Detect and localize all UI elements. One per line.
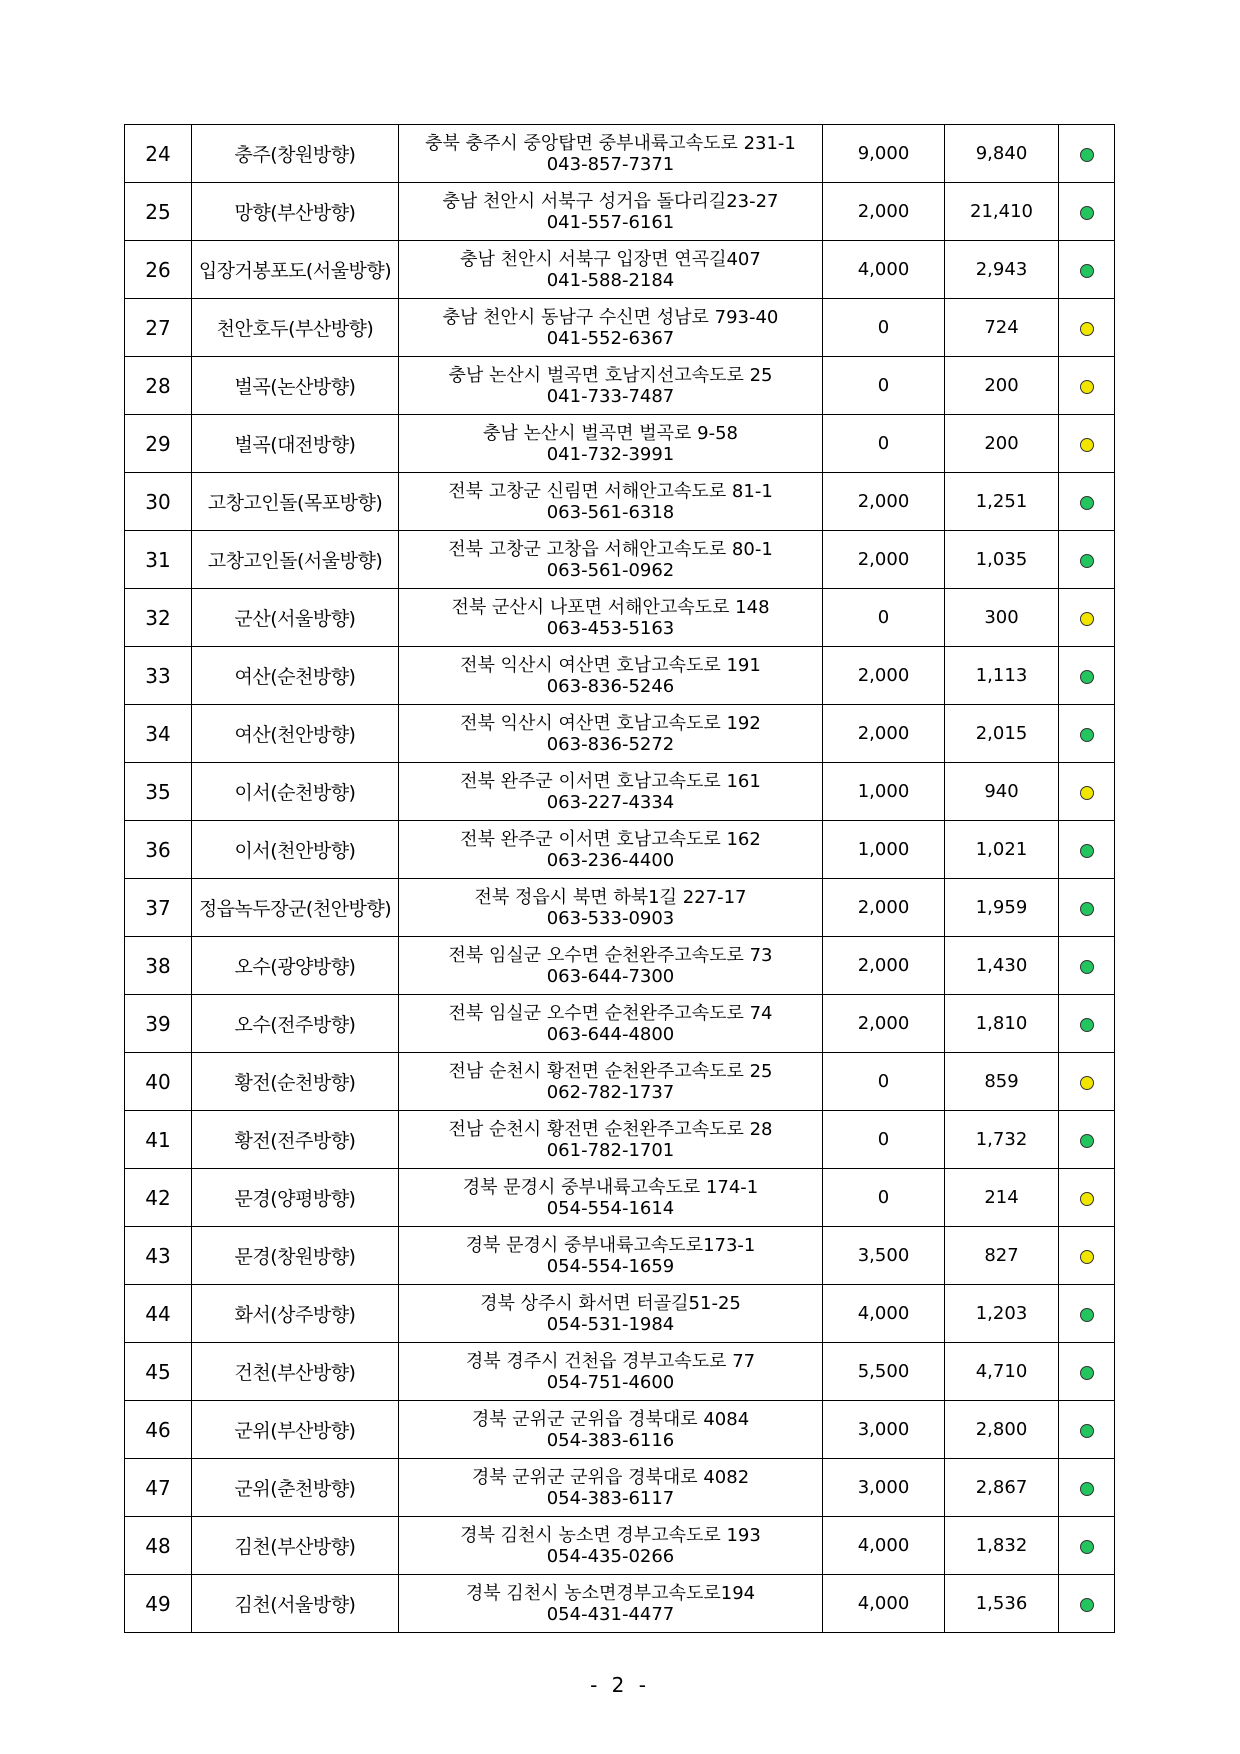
phone-number: 063-561-0962 bbox=[546, 559, 675, 581]
row-number-cell: 48 bbox=[125, 1517, 192, 1575]
row-number-cell: 34 bbox=[125, 705, 192, 763]
green-status-dot-icon bbox=[1080, 960, 1094, 974]
phone-number: 054-751-4600 bbox=[546, 1371, 675, 1393]
table-row bbox=[125, 1053, 1115, 1111]
table-row bbox=[125, 357, 1115, 415]
address-text: 전북 완주군 이서면 호남고속도로 161 bbox=[460, 770, 761, 792]
value-a-cell: 2,000 bbox=[823, 879, 945, 937]
address-cell bbox=[399, 589, 823, 647]
phone-number: 063-836-5272 bbox=[546, 733, 675, 755]
status-cell bbox=[1059, 415, 1115, 473]
row-number-cell: 31 bbox=[125, 531, 192, 589]
rest-area-name-cell: 벌곡(대전방향) bbox=[192, 415, 399, 473]
value-a-cell: 3,000 bbox=[823, 1401, 945, 1459]
row-number-cell: 40 bbox=[125, 1053, 192, 1111]
row-number-cell: 24 bbox=[125, 125, 192, 183]
status-cell bbox=[1059, 995, 1115, 1053]
address-cell bbox=[399, 1227, 823, 1285]
value-b-cell: 1,810 bbox=[945, 995, 1059, 1053]
status-cell bbox=[1059, 1459, 1115, 1517]
phone-number: 041-557-6161 bbox=[546, 211, 675, 233]
value-a-cell: 0 bbox=[823, 1111, 945, 1169]
address-cell bbox=[399, 241, 823, 299]
value-b-cell: 1,732 bbox=[945, 1111, 1059, 1169]
phone-number: 063-533-0903 bbox=[546, 907, 675, 929]
row-number-cell: 44 bbox=[125, 1285, 192, 1343]
status-cell bbox=[1059, 1227, 1115, 1285]
status-cell bbox=[1059, 705, 1115, 763]
status-cell bbox=[1059, 1111, 1115, 1169]
value-a-cell: 0 bbox=[823, 1169, 945, 1227]
table-row bbox=[125, 1169, 1115, 1227]
status-cell bbox=[1059, 183, 1115, 241]
rest-area-name-cell: 고창고인돌(서울방향) bbox=[192, 531, 399, 589]
row-number-cell: 41 bbox=[125, 1111, 192, 1169]
green-status-dot-icon bbox=[1080, 554, 1094, 568]
address-text: 경북 군위군 군위읍 경북대로 4084 bbox=[471, 1408, 750, 1430]
value-b-cell: 940 bbox=[945, 763, 1059, 821]
address-text: 경북 김천시 농소면 경부고속도로 193 bbox=[460, 1524, 761, 1546]
rest-area-name-cell: 정읍녹두장군(천안방향) bbox=[192, 879, 399, 937]
address-text: 전북 임실군 오수면 순천완주고속도로 73 bbox=[448, 944, 773, 966]
phone-number: 062-782-1737 bbox=[546, 1081, 675, 1103]
phone-number: 041-733-7487 bbox=[546, 385, 675, 407]
phone-number: 054-554-1659 bbox=[546, 1255, 675, 1277]
table-row bbox=[125, 1285, 1115, 1343]
phone-number: 061-782-1701 bbox=[546, 1139, 675, 1161]
table-row bbox=[125, 1517, 1115, 1575]
value-a-cell: 0 bbox=[823, 1053, 945, 1111]
table-row bbox=[125, 705, 1115, 763]
value-b-cell: 1,021 bbox=[945, 821, 1059, 879]
status-cell bbox=[1059, 357, 1115, 415]
green-status-dot-icon bbox=[1080, 1134, 1094, 1148]
address-text: 전북 익산시 여산면 호남고속도로 191 bbox=[460, 654, 761, 676]
address-text: 전북 임실군 오수면 순천완주고속도로 74 bbox=[448, 1002, 773, 1024]
value-a-cell: 2,000 bbox=[823, 473, 945, 531]
value-b-cell: 200 bbox=[945, 357, 1059, 415]
rest-area-name-cell: 여산(천안방향) bbox=[192, 705, 399, 763]
rest-area-name-cell: 군산(서울방향) bbox=[192, 589, 399, 647]
row-number-cell: 43 bbox=[125, 1227, 192, 1285]
rest-area-name-cell: 군위(춘천방향) bbox=[192, 1459, 399, 1517]
phone-number: 041-588-2184 bbox=[546, 269, 675, 291]
address-cell bbox=[399, 183, 823, 241]
value-b-cell: 827 bbox=[945, 1227, 1059, 1285]
table-row bbox=[125, 995, 1115, 1053]
table-row bbox=[125, 1459, 1115, 1517]
rest-area-name-cell: 벌곡(논산방향) bbox=[192, 357, 399, 415]
address-cell bbox=[399, 1459, 823, 1517]
value-b-cell: 4,710 bbox=[945, 1343, 1059, 1401]
value-b-cell: 859 bbox=[945, 1053, 1059, 1111]
table-row bbox=[125, 821, 1115, 879]
row-number-cell: 25 bbox=[125, 183, 192, 241]
address-text: 전북 정읍시 북면 하북1길 227-17 bbox=[474, 886, 747, 908]
status-cell bbox=[1059, 821, 1115, 879]
table-row bbox=[125, 879, 1115, 937]
value-b-cell: 1,430 bbox=[945, 937, 1059, 995]
address-cell bbox=[399, 1285, 823, 1343]
value-b-cell: 2,015 bbox=[945, 705, 1059, 763]
address-text: 전북 고창군 신림면 서해안고속도로 81-1 bbox=[448, 480, 773, 502]
table-row bbox=[125, 1575, 1115, 1633]
rest-area-name-cell: 천안호두(부산방향) bbox=[192, 299, 399, 357]
status-cell bbox=[1059, 1169, 1115, 1227]
value-a-cell: 3,000 bbox=[823, 1459, 945, 1517]
row-number-cell: 28 bbox=[125, 357, 192, 415]
address-text: 경북 군위군 군위읍 경북대로 4082 bbox=[471, 1466, 750, 1488]
address-text: 경북 문경시 중부내륙고속도로 174-1 bbox=[462, 1176, 759, 1198]
phone-number: 063-836-5246 bbox=[546, 675, 675, 697]
phone-number: 054-554-1614 bbox=[546, 1197, 675, 1219]
phone-number: 063-227-4334 bbox=[546, 791, 675, 813]
value-a-cell: 0 bbox=[823, 357, 945, 415]
value-a-cell: 4,000 bbox=[823, 1517, 945, 1575]
rest-area-name-cell: 황전(순천방향) bbox=[192, 1053, 399, 1111]
table-row bbox=[125, 299, 1115, 357]
rest-area-name-cell: 문경(양평방향) bbox=[192, 1169, 399, 1227]
phone-number: 043-857-7371 bbox=[546, 153, 675, 175]
table-row bbox=[125, 125, 1115, 183]
green-status-dot-icon bbox=[1080, 844, 1094, 858]
row-number-cell: 42 bbox=[125, 1169, 192, 1227]
value-a-cell: 4,000 bbox=[823, 1285, 945, 1343]
rest-area-name-cell: 황전(전주방향) bbox=[192, 1111, 399, 1169]
page-number: - 2 - bbox=[590, 1673, 650, 1697]
address-cell bbox=[399, 125, 823, 183]
value-a-cell: 2,000 bbox=[823, 995, 945, 1053]
rest-area-name-cell: 문경(창원방향) bbox=[192, 1227, 399, 1285]
row-number-cell: 29 bbox=[125, 415, 192, 473]
value-a-cell: 2,000 bbox=[823, 647, 945, 705]
status-cell bbox=[1059, 1401, 1115, 1459]
yellow-status-dot-icon bbox=[1080, 1076, 1094, 1090]
table-row bbox=[125, 415, 1115, 473]
phone-number: 063-644-7300 bbox=[546, 965, 675, 987]
status-cell bbox=[1059, 589, 1115, 647]
value-b-cell: 1,536 bbox=[945, 1575, 1059, 1633]
value-a-cell: 2,000 bbox=[823, 705, 945, 763]
value-a-cell: 2,000 bbox=[823, 531, 945, 589]
table-row bbox=[125, 473, 1115, 531]
value-b-cell: 724 bbox=[945, 299, 1059, 357]
address-cell bbox=[399, 415, 823, 473]
address-cell bbox=[399, 1169, 823, 1227]
address-text: 전북 군산시 나포면 서해안고속도로 148 bbox=[451, 596, 770, 618]
green-status-dot-icon bbox=[1080, 1424, 1094, 1438]
value-b-cell: 1,251 bbox=[945, 473, 1059, 531]
table-row bbox=[125, 183, 1115, 241]
row-number-cell: 46 bbox=[125, 1401, 192, 1459]
phone-number: 054-383-6116 bbox=[546, 1429, 675, 1451]
status-cell bbox=[1059, 647, 1115, 705]
address-cell bbox=[399, 531, 823, 589]
green-status-dot-icon bbox=[1080, 1366, 1094, 1380]
green-status-dot-icon bbox=[1080, 148, 1094, 162]
row-number-cell: 49 bbox=[125, 1575, 192, 1633]
row-number-cell: 35 bbox=[125, 763, 192, 821]
status-cell bbox=[1059, 1575, 1115, 1633]
value-a-cell: 2,000 bbox=[823, 937, 945, 995]
address-text: 전남 순천시 황전면 순천완주고속도로 25 bbox=[448, 1060, 773, 1082]
status-cell bbox=[1059, 125, 1115, 183]
yellow-status-dot-icon bbox=[1080, 1250, 1094, 1264]
table-row bbox=[125, 1111, 1115, 1169]
value-a-cell: 1,000 bbox=[823, 821, 945, 879]
address-text: 전남 순천시 황전면 순천완주고속도로 28 bbox=[448, 1118, 773, 1140]
status-cell bbox=[1059, 1053, 1115, 1111]
address-cell bbox=[399, 821, 823, 879]
value-b-cell: 300 bbox=[945, 589, 1059, 647]
green-status-dot-icon bbox=[1080, 728, 1094, 742]
address-cell bbox=[399, 705, 823, 763]
address-cell bbox=[399, 299, 823, 357]
address-cell bbox=[399, 357, 823, 415]
row-number-cell: 33 bbox=[125, 647, 192, 705]
address-cell bbox=[399, 1343, 823, 1401]
address-text: 충남 천안시 동남구 수신면 성남로 793-40 bbox=[442, 306, 779, 328]
phone-number: 063-453-5163 bbox=[546, 617, 675, 639]
phone-number: 054-383-6117 bbox=[546, 1487, 675, 1509]
row-number-cell: 38 bbox=[125, 937, 192, 995]
rest-area-name-cell: 오수(전주방향) bbox=[192, 995, 399, 1053]
green-status-dot-icon bbox=[1080, 902, 1094, 916]
yellow-status-dot-icon bbox=[1080, 612, 1094, 626]
address-text: 전북 익산시 여산면 호남고속도로 192 bbox=[460, 712, 761, 734]
address-cell bbox=[399, 1111, 823, 1169]
row-number-cell: 39 bbox=[125, 995, 192, 1053]
rest-area-name-cell: 이서(순천방향) bbox=[192, 763, 399, 821]
phone-number: 054-531-1984 bbox=[546, 1313, 675, 1335]
value-b-cell: 1,035 bbox=[945, 531, 1059, 589]
status-cell bbox=[1059, 241, 1115, 299]
value-b-cell: 21,410 bbox=[945, 183, 1059, 241]
value-b-cell: 2,867 bbox=[945, 1459, 1059, 1517]
yellow-status-dot-icon bbox=[1080, 380, 1094, 394]
yellow-status-dot-icon bbox=[1080, 438, 1094, 452]
value-a-cell: 0 bbox=[823, 589, 945, 647]
value-a-cell: 9,000 bbox=[823, 125, 945, 183]
phone-number: 041-732-3991 bbox=[546, 443, 675, 465]
yellow-status-dot-icon bbox=[1080, 1192, 1094, 1206]
address-text: 충남 천안시 서북구 입장면 연곡길407 bbox=[460, 248, 761, 270]
value-a-cell: 3,500 bbox=[823, 1227, 945, 1285]
value-b-cell: 9,840 bbox=[945, 125, 1059, 183]
rest-area-name-cell: 이서(천안방향) bbox=[192, 821, 399, 879]
value-b-cell: 214 bbox=[945, 1169, 1059, 1227]
row-number-cell: 32 bbox=[125, 589, 192, 647]
green-status-dot-icon bbox=[1080, 1308, 1094, 1322]
address-text: 충남 논산시 벌곡면 호남지선고속도로 25 bbox=[448, 364, 773, 386]
address-text: 충남 논산시 벌곡면 벌곡로 9-58 bbox=[482, 422, 738, 444]
table-row bbox=[125, 1343, 1115, 1401]
value-b-cell: 2,800 bbox=[945, 1401, 1059, 1459]
value-b-cell: 2,943 bbox=[945, 241, 1059, 299]
green-status-dot-icon bbox=[1080, 670, 1094, 684]
table-row bbox=[125, 937, 1115, 995]
rest-area-name-cell: 입장거봉포도(서울방향) bbox=[192, 241, 399, 299]
green-status-dot-icon bbox=[1080, 264, 1094, 278]
address-cell bbox=[399, 1401, 823, 1459]
address-text: 경북 경주시 건천읍 경부고속도로 77 bbox=[465, 1350, 756, 1372]
status-cell bbox=[1059, 1285, 1115, 1343]
rest-area-name-cell: 충주(창원방향) bbox=[192, 125, 399, 183]
table-row bbox=[125, 241, 1115, 299]
phone-number: 054-431-4477 bbox=[546, 1603, 675, 1625]
green-status-dot-icon bbox=[1080, 1482, 1094, 1496]
value-b-cell: 1,203 bbox=[945, 1285, 1059, 1343]
yellow-status-dot-icon bbox=[1080, 786, 1094, 800]
table-row bbox=[125, 647, 1115, 705]
status-cell bbox=[1059, 879, 1115, 937]
rest-area-name-cell: 고창고인돌(목포방향) bbox=[192, 473, 399, 531]
rest-area-name-cell: 오수(광양방향) bbox=[192, 937, 399, 995]
address-cell bbox=[399, 1517, 823, 1575]
status-cell bbox=[1059, 937, 1115, 995]
address-text: 경북 문경시 중부내륙고속도로173-1 bbox=[465, 1234, 756, 1256]
address-text: 전북 고창군 고창읍 서해안고속도로 80-1 bbox=[448, 538, 773, 560]
status-cell bbox=[1059, 763, 1115, 821]
value-a-cell: 0 bbox=[823, 299, 945, 357]
table-row bbox=[125, 1401, 1115, 1459]
table-row bbox=[125, 589, 1115, 647]
address-cell bbox=[399, 937, 823, 995]
phone-number: 063-644-4800 bbox=[546, 1023, 675, 1045]
green-status-dot-icon bbox=[1080, 1018, 1094, 1032]
phone-number: 041-552-6367 bbox=[546, 327, 675, 349]
status-cell bbox=[1059, 299, 1115, 357]
address-cell bbox=[399, 473, 823, 531]
value-b-cell: 1,959 bbox=[945, 879, 1059, 937]
rest-area-name-cell: 김천(부산방향) bbox=[192, 1517, 399, 1575]
address-cell bbox=[399, 763, 823, 821]
row-number-cell: 30 bbox=[125, 473, 192, 531]
value-a-cell: 0 bbox=[823, 415, 945, 473]
address-cell bbox=[399, 1053, 823, 1111]
address-cell bbox=[399, 647, 823, 705]
phone-number: 063-561-6318 bbox=[546, 501, 675, 523]
rest-area-name-cell: 김천(서울방향) bbox=[192, 1575, 399, 1633]
green-status-dot-icon bbox=[1080, 206, 1094, 220]
address-text: 경북 김천시 농소면경부고속도로194 bbox=[465, 1582, 756, 1604]
rest-area-name-cell: 화서(상주방향) bbox=[192, 1285, 399, 1343]
address-cell bbox=[399, 1575, 823, 1633]
value-a-cell: 4,000 bbox=[823, 241, 945, 299]
address-cell bbox=[399, 995, 823, 1053]
green-status-dot-icon bbox=[1080, 1540, 1094, 1554]
row-number-cell: 27 bbox=[125, 299, 192, 357]
row-number-cell: 45 bbox=[125, 1343, 192, 1401]
green-status-dot-icon bbox=[1080, 496, 1094, 510]
table-row bbox=[125, 1227, 1115, 1285]
rest-area-name-cell: 여산(순천방향) bbox=[192, 647, 399, 705]
row-number-cell: 26 bbox=[125, 241, 192, 299]
yellow-status-dot-icon bbox=[1080, 322, 1094, 336]
table-row bbox=[125, 763, 1115, 821]
rest-area-name-cell: 망향(부산방향) bbox=[192, 183, 399, 241]
address-cell bbox=[399, 879, 823, 937]
value-a-cell: 5,500 bbox=[823, 1343, 945, 1401]
rest-area-name-cell: 군위(부산방향) bbox=[192, 1401, 399, 1459]
address-text: 충남 천안시 서북구 성거읍 돌다리길23-27 bbox=[442, 190, 779, 212]
rest-area-name-cell: 건천(부산방향) bbox=[192, 1343, 399, 1401]
value-a-cell: 1,000 bbox=[823, 763, 945, 821]
value-a-cell: 4,000 bbox=[823, 1575, 945, 1633]
phone-number: 054-435-0266 bbox=[546, 1545, 675, 1567]
status-cell bbox=[1059, 473, 1115, 531]
green-status-dot-icon bbox=[1080, 1598, 1094, 1612]
status-cell bbox=[1059, 1343, 1115, 1401]
value-b-cell: 200 bbox=[945, 415, 1059, 473]
table-row bbox=[125, 531, 1115, 589]
address-text: 충북 충주시 중앙탑면 중부내륙고속도로 231-1 bbox=[425, 132, 796, 154]
value-b-cell: 1,832 bbox=[945, 1517, 1059, 1575]
row-number-cell: 36 bbox=[125, 821, 192, 879]
status-cell bbox=[1059, 1517, 1115, 1575]
row-number-cell: 47 bbox=[125, 1459, 192, 1517]
row-number-cell: 37 bbox=[125, 879, 192, 937]
value-b-cell: 1,113 bbox=[945, 647, 1059, 705]
address-text: 경북 상주시 화서면 터골길51-25 bbox=[480, 1292, 741, 1314]
address-text: 전북 완주군 이서면 호남고속도로 162 bbox=[460, 828, 761, 850]
value-a-cell: 2,000 bbox=[823, 183, 945, 241]
phone-number: 063-236-4400 bbox=[546, 849, 675, 871]
table-body bbox=[125, 125, 1115, 1633]
status-cell bbox=[1059, 531, 1115, 589]
rest-area-table bbox=[124, 124, 1115, 1633]
